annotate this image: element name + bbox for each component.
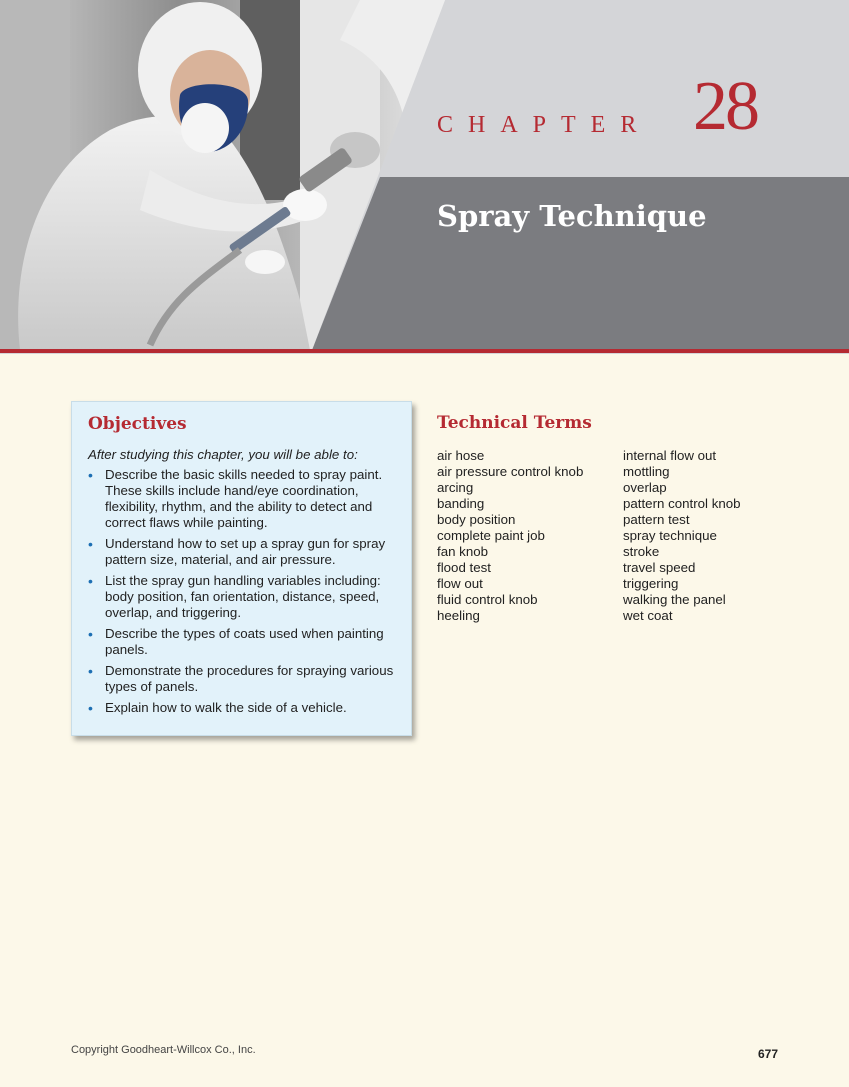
term-item: flow out <box>437 576 483 591</box>
term-item: spray technique <box>623 528 717 543</box>
term-item: heeling <box>437 608 480 623</box>
term-item: body position <box>437 512 516 527</box>
objectives-intro: After studying this chapter, you will be able to: <box>88 447 358 462</box>
term-item: walking the panel <box>623 592 726 607</box>
terms-column-2 <box>623 448 741 624</box>
term-item: mottling <box>623 464 670 479</box>
term-item: pattern test <box>623 512 690 527</box>
term-item: triggering <box>623 576 679 591</box>
copyright-notice: Copyright Goodheart-Willcox Co., Inc. <box>71 1044 256 1056</box>
chapter-title: Spray Technique <box>437 199 707 233</box>
objective-item: • Understand how to set up a spray gun for spray pattern size, material, and air pressure. <box>88 536 386 567</box>
chapter-header <box>0 0 849 354</box>
term-item: banding <box>437 496 485 511</box>
technical-terms-heading: Technical Terms <box>437 413 592 433</box>
chapter-label: CHAPTER <box>437 112 652 138</box>
page-number: 677 <box>758 1047 779 1061</box>
term-item: overlap <box>623 480 667 495</box>
objective-item: • List the spray gun handling variables including: body position, fan orientation, distance, speed, overlap, and triggering. <box>88 573 381 620</box>
bullet-icon: • <box>88 663 93 679</box>
bullet-icon: • <box>88 700 93 716</box>
bullet-icon: • <box>88 626 93 642</box>
painter-photo <box>0 0 849 350</box>
terms-column-1 <box>437 448 583 624</box>
term-item: air pressure control knob <box>437 464 584 479</box>
term-item: fan knob <box>437 544 489 559</box>
header-divider <box>0 349 849 353</box>
term-item: pattern control knob <box>623 496 741 511</box>
objective-item: • Demonstrate the procedures for spraying various types of panels. <box>88 663 394 694</box>
term-item: flood test <box>437 560 491 575</box>
term-item: travel speed <box>623 560 696 575</box>
term-item: stroke <box>623 544 660 559</box>
objectives-box <box>71 401 412 736</box>
term-item: wet coat <box>623 608 673 623</box>
objective-item: • Explain how to walk the side of a vehicle. <box>88 700 347 716</box>
term-item: air hose <box>437 448 485 463</box>
term-item: arcing <box>437 480 474 495</box>
term-item: complete paint job <box>437 528 545 543</box>
chapter-number: 28 <box>693 68 757 145</box>
objectives-heading: Objectives <box>88 414 187 434</box>
term-item: fluid control knob <box>437 592 538 607</box>
term-item: internal flow out <box>623 448 717 463</box>
bullet-icon: • <box>88 467 93 483</box>
objectives-list <box>88 467 395 716</box>
objective-item: • Describe the basic skills needed to spray paint. These skills include hand/eye coordination, flexibility, rhythm, and the ability to detect and correct flaws while painting. <box>88 467 383 530</box>
objective-item: • Describe the types of coats used when painting panels. <box>88 626 384 657</box>
bullet-icon: • <box>88 536 93 552</box>
bullet-icon: • <box>88 573 93 589</box>
